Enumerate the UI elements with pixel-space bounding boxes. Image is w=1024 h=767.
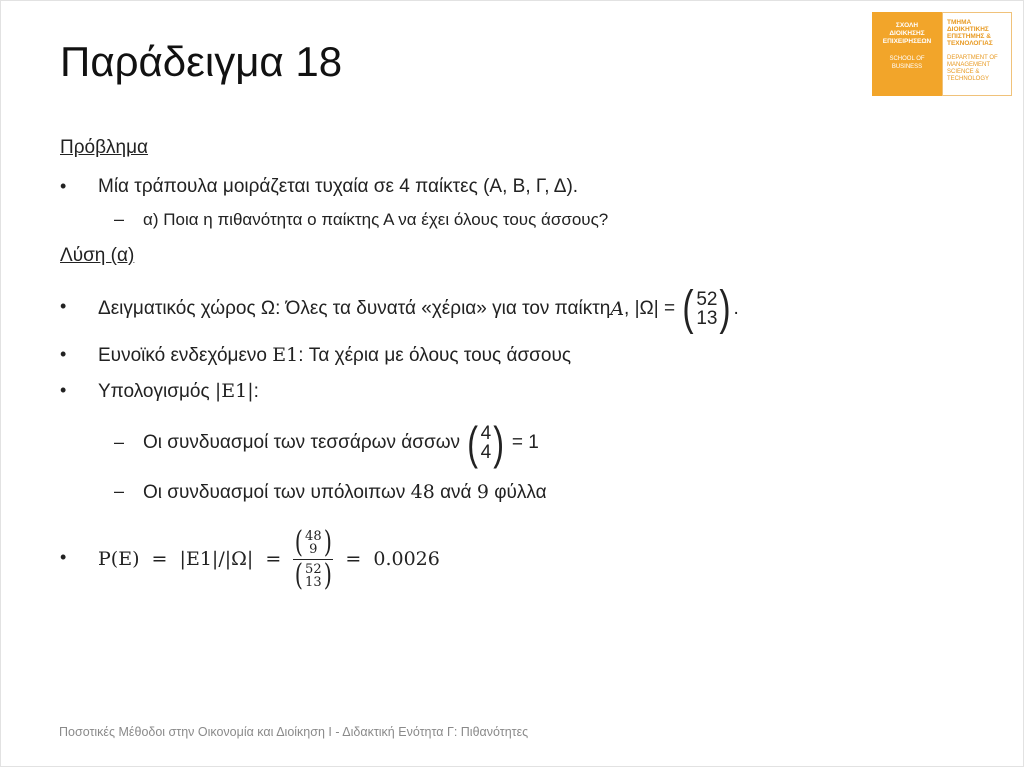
bullet-marker: •: [60, 296, 67, 316]
dash-marker: –: [114, 209, 125, 229]
event-description: : Τα χέρια με όλους τους άσσους: [298, 345, 572, 366]
binomial-4-4: [481, 424, 492, 462]
left-paren: (: [295, 557, 304, 593]
remaining-text-cards: φύλλα: [488, 482, 547, 503]
problem-statement: Μία τράπουλα μοιράζεται τυχαία σε 4 παίκτες (Α, Β, Γ, Δ).: [98, 176, 579, 197]
probability-formula: [98, 520, 440, 598]
bullet-marker: •: [60, 380, 67, 400]
probability-fraction: [293, 524, 333, 593]
logo-text: SCHOOL OF: [889, 56, 925, 62]
left-paren: (: [295, 524, 304, 560]
logo-text: ΕΠΙΧΕΙΡΗΣΕΩΝ: [882, 38, 932, 45]
problem-heading: Πρόβλημα: [60, 137, 149, 158]
calc-expression: |E1|: [214, 380, 254, 402]
bullet-marker: •: [60, 547, 67, 567]
remaining-text: Οι συνδυασμοί των υπόλοιπων: [143, 482, 411, 503]
problem-question: α) Ποια η πιθανότητα ο παίκτης Α να έχει όλους τους άσσους?: [143, 210, 609, 229]
dash-marker: –: [114, 481, 125, 501]
fraction-denominator: [293, 557, 333, 593]
right-paren: ): [493, 417, 505, 469]
logo-text: ΕΠΙΣΤΗΜΗΣ &: [947, 33, 991, 40]
binomial-bottom: 4: [480, 442, 492, 463]
binomial-bottom: 13: [696, 308, 718, 329]
sample-space-text: Δειγματικός χώρος Ω: Όλες τα δυνατά «χέρια» για τον παίκτη: [98, 298, 611, 319]
period: .: [733, 298, 739, 319]
slide-footer: Ποσοτικές Μέθοδοι στην Οικονομία και Διοίκηση Ι - Διδακτική Ενότητα Γ: Πιθανότητες: [59, 725, 529, 739]
remaining-text-ana: ανά: [434, 482, 477, 503]
logo-text: SCIENCE &: [947, 69, 980, 75]
colon: :: [253, 381, 259, 402]
left-paren: (: [467, 417, 479, 469]
aces-result: = 1: [506, 432, 539, 453]
aces-text: Οι συνδυασμοί των τεσσάρων άσσων: [143, 432, 466, 453]
logo-school-block: [872, 12, 942, 96]
event-name: E1: [272, 344, 299, 366]
logo-text: ΤΕΧΝΟΛΟΓΙΑΣ: [947, 40, 993, 47]
remaining-combinations-line: [143, 481, 547, 504]
right-paren: ): [719, 282, 732, 335]
fraction-numerator: [293, 524, 333, 560]
binomial-top: 48: [305, 528, 322, 544]
event-line: [98, 344, 571, 367]
logo-text: MANAGEMENT: [947, 62, 991, 68]
logo-text: TECHNOLOGY: [947, 76, 990, 82]
binomial-bottom: 13: [305, 574, 322, 590]
left-paren: (: [682, 282, 694, 335]
calc-label: Υπολογισμός: [98, 381, 215, 402]
logo-text: ΔΙΟΙΚΗΣΗΣ: [889, 30, 925, 37]
binomial-bottom: 9: [309, 541, 318, 557]
sample-space-line: [98, 283, 739, 335]
binomial-top: 52: [305, 561, 322, 577]
binomial-48-9: [305, 530, 322, 556]
remaining-n: 48: [410, 481, 435, 503]
logo-text: ΤΜΗΜΑ: [947, 19, 972, 26]
binomial-top: 4: [480, 423, 492, 444]
aces-combinations-line: [143, 418, 539, 468]
player-variable: A: [610, 298, 625, 320]
slide-title: Παράδειγμα 18: [60, 38, 343, 85]
binomial-top: 52: [696, 289, 718, 310]
university-logo: [872, 12, 1012, 96]
solution-heading: Λύση (α): [60, 245, 135, 266]
probability-lhs: P(E) = |E1|/|Ω| =: [98, 548, 288, 570]
sample-space-eq: , |Ω| =: [624, 298, 681, 319]
logo-text: DEPARTMENT OF: [947, 55, 998, 61]
right-paren: ): [323, 524, 332, 560]
bullet-marker: •: [60, 176, 67, 196]
dash-marker: –: [114, 432, 125, 452]
binomial-52-13: [696, 290, 717, 328]
calc-line: [98, 380, 259, 403]
bullet-marker: •: [60, 344, 67, 364]
event-label: Ευνοϊκό ενδεχόμενο: [98, 345, 273, 366]
logo-text: BUSINESS: [891, 64, 923, 70]
logo-text: ΣΧΟΛΗ: [895, 22, 919, 29]
logo-text: ΔΙΟΙΚΗΤΙΚΗΣ: [947, 26, 989, 33]
remaining-k: 9: [476, 481, 489, 503]
probability-result: = 0.0026: [339, 548, 440, 570]
binomial-52-13: [305, 563, 322, 589]
right-paren: ): [323, 557, 332, 593]
logo-department-block: [942, 12, 1012, 96]
